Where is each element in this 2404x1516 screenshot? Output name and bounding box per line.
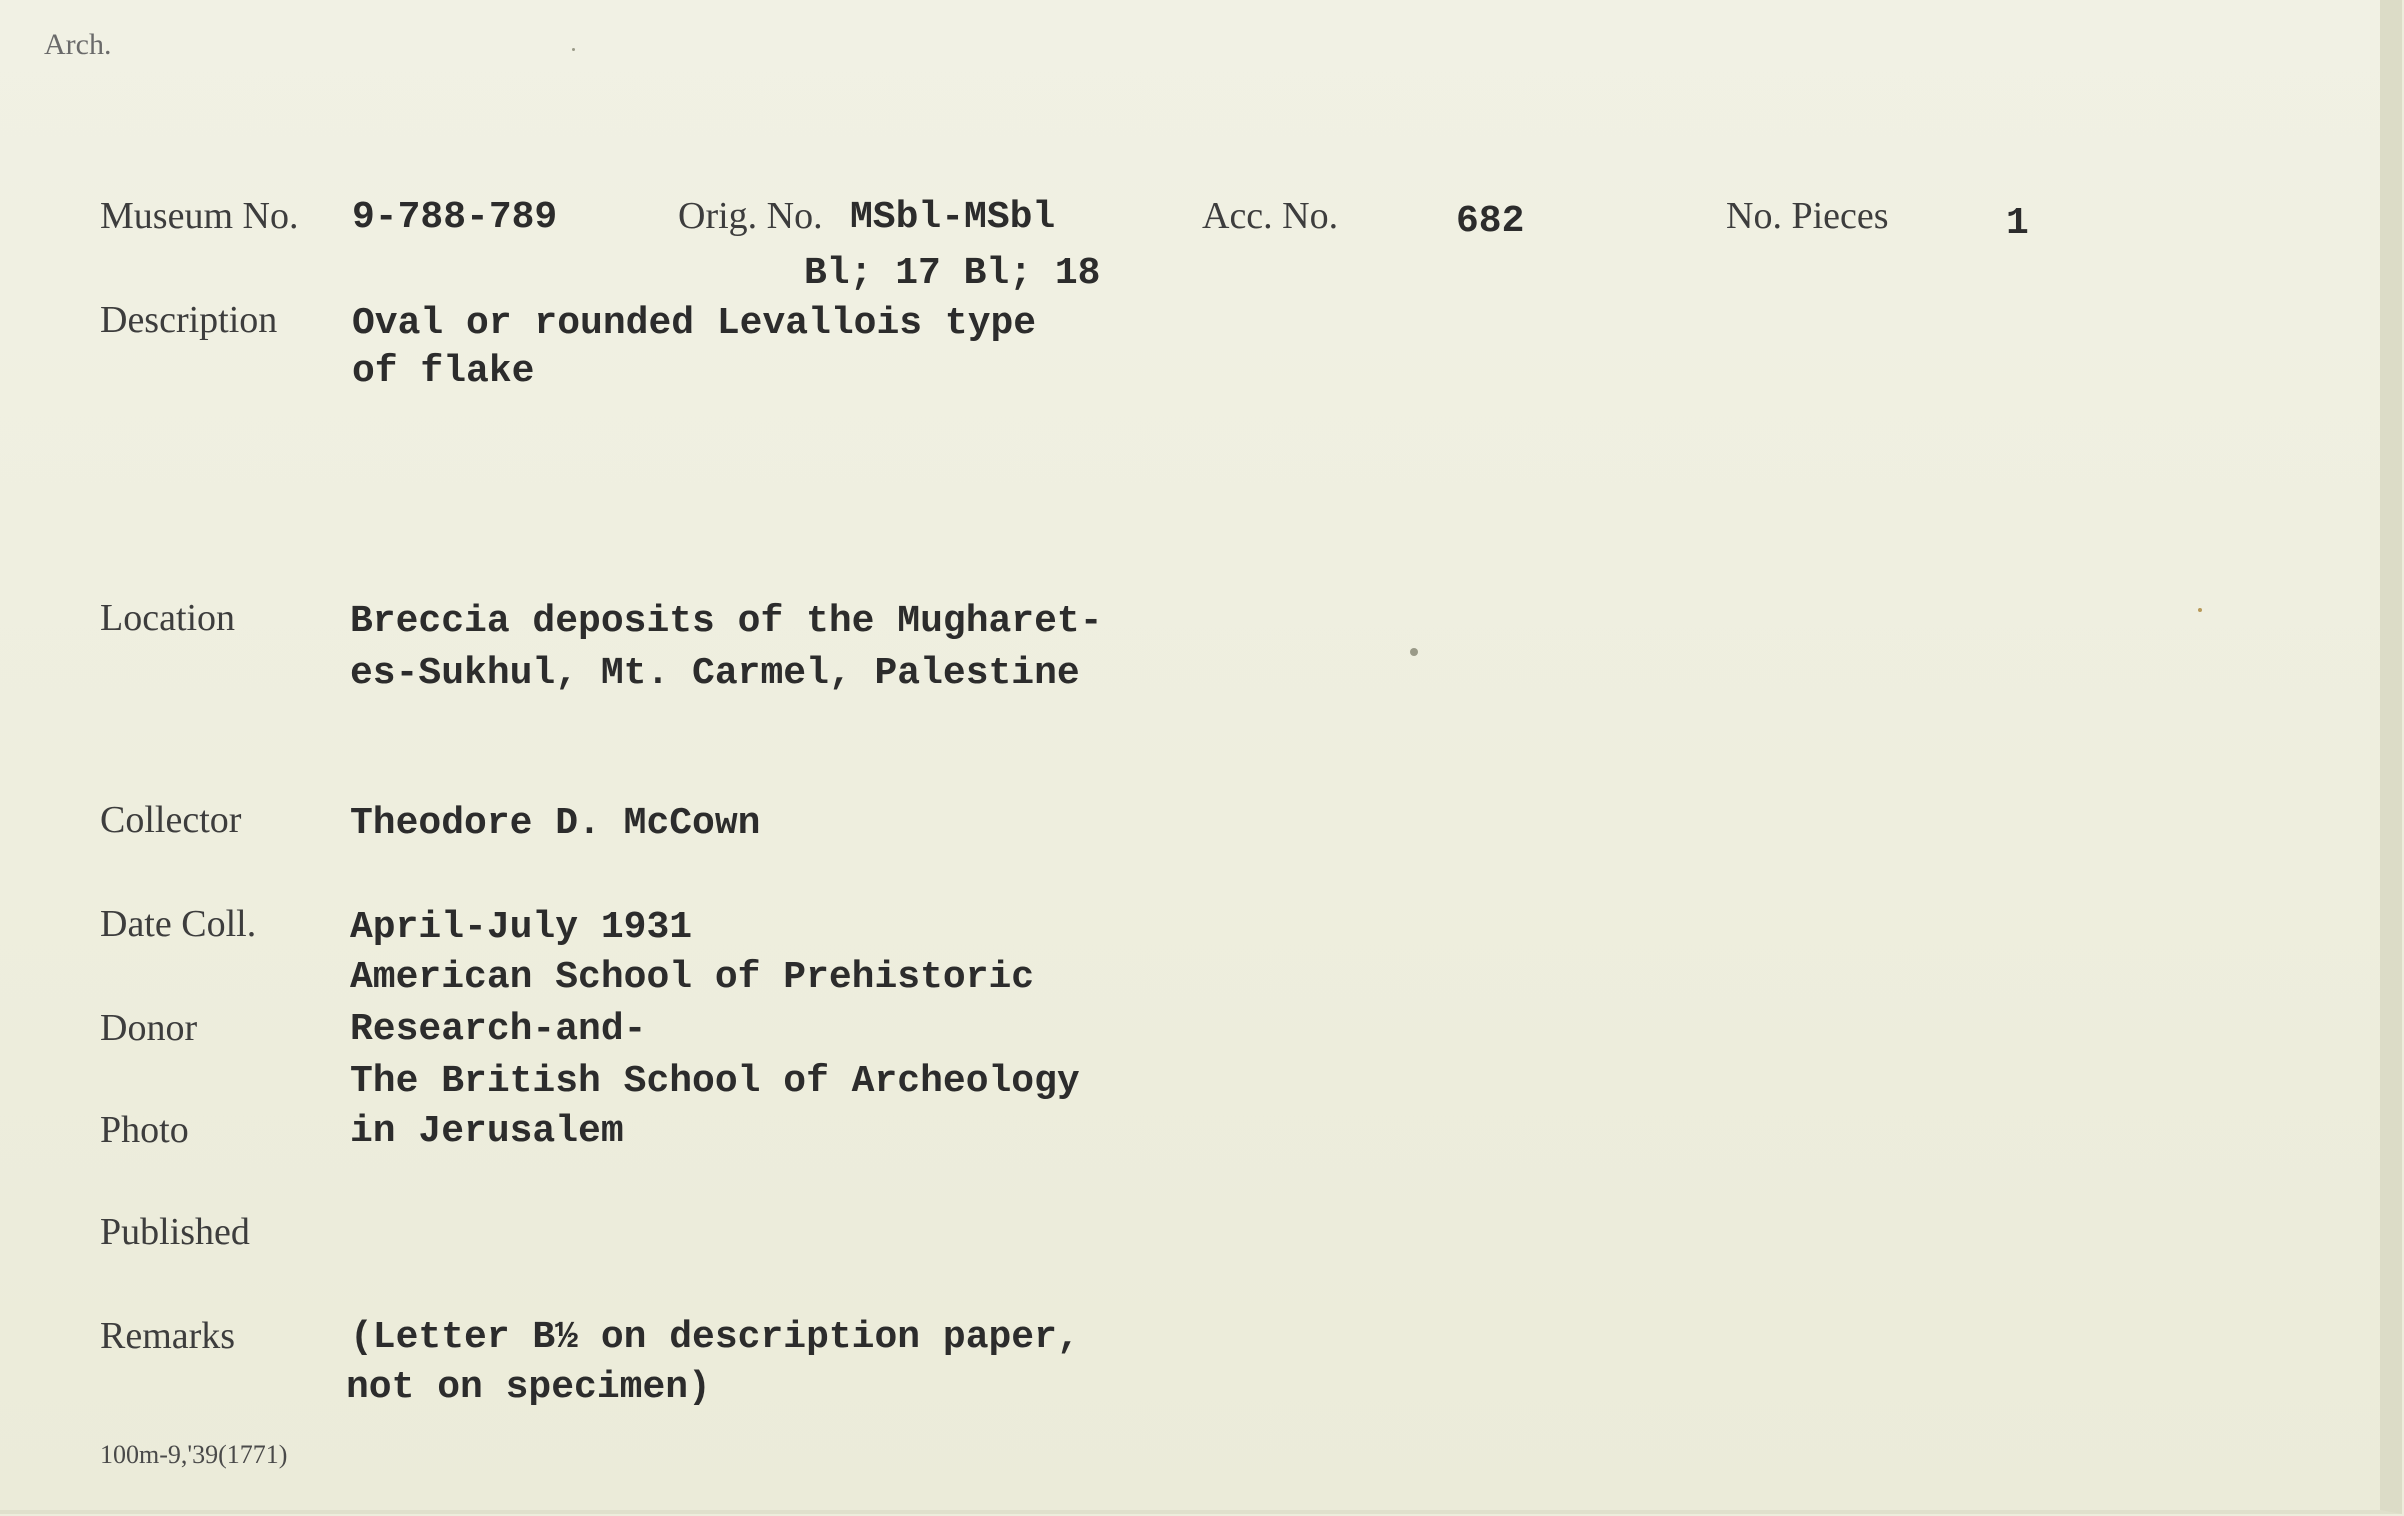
published-label: Published: [100, 1211, 250, 1253]
location-label: Location: [100, 597, 236, 639]
paper-speck: [572, 48, 575, 51]
orig-no-line1: MSbl-MSbl: [850, 196, 1056, 239]
donor-line2: Research-and-: [350, 1008, 647, 1051]
collector-label: Collector: [100, 799, 242, 841]
orig-no-label: Orig. No.: [678, 195, 823, 237]
paper-speck: [2198, 608, 2202, 612]
location-line1: Breccia deposits of the Mugharet-: [350, 600, 1103, 643]
paper-speck: [1410, 648, 1418, 656]
museum-no-label: Museum No.: [100, 195, 299, 237]
donor-line4: in Jerusalem: [350, 1110, 624, 1153]
photo-label: Photo: [100, 1109, 189, 1151]
museum-no-value: 9-788-789: [352, 196, 558, 239]
location-line2: es-Sukhul, Mt. Carmel, Palestine: [350, 652, 1080, 695]
acc-no-label: Acc. No.: [1202, 195, 1339, 237]
remarks-line2: not on specimen): [346, 1366, 711, 1409]
corner-note: Arch.: [44, 28, 112, 61]
pieces-label: No. Pieces: [1726, 195, 1889, 237]
footer-code: 100m-9,'39(1771): [100, 1440, 288, 1469]
remarks-label: Remarks: [100, 1315, 236, 1357]
remarks-line1: (Letter B½ on description paper,: [350, 1316, 1080, 1359]
date-coll-value: April-July 1931: [350, 906, 693, 949]
description-line2: of flake: [352, 350, 535, 393]
date-coll-label: Date Coll.: [100, 903, 257, 945]
description-label: Description: [100, 299, 278, 341]
collector-value: Theodore D. McCown: [350, 802, 761, 845]
donor-line3: The British School of Archeology: [350, 1060, 1080, 1103]
description-line1: Oval or rounded Levallois type: [352, 302, 1037, 345]
orig-no-line2: Bl; 17 Bl; 18: [804, 252, 1101, 295]
pieces-value: 1: [2006, 202, 2029, 245]
donor-line1: American School of Prehistoric: [350, 956, 1035, 999]
donor-label: Donor: [100, 1007, 198, 1049]
acc-no-value: 682: [1456, 200, 1525, 243]
